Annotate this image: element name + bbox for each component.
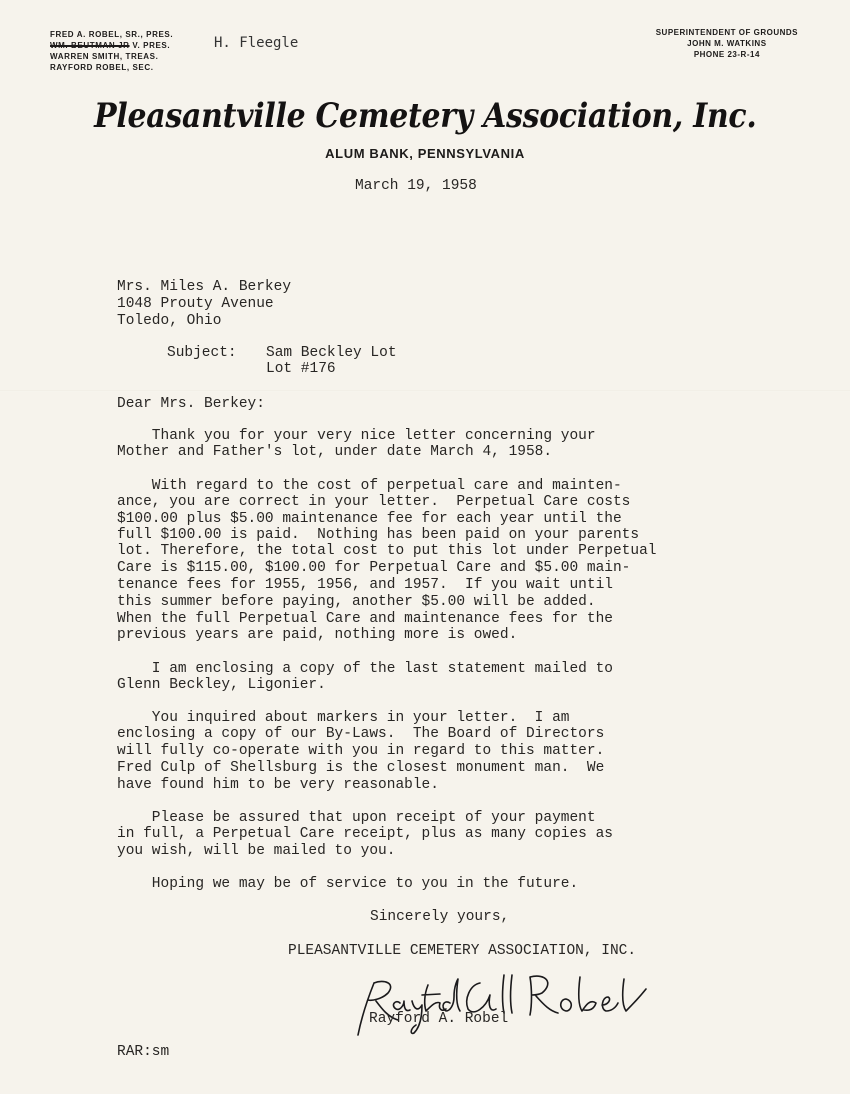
recipient-name: Mrs. Miles A. Berkey [117,279,292,295]
signer-name: Rayford A. Robel [369,1011,509,1027]
organization-name: Pleasantville Cemetery Association, Inc. [93,96,757,136]
paragraph-2-line-3: $100.00 plus $5.00 maintenance fee for each year until the [117,511,622,527]
subject-line-2: Lot #176 [266,361,336,377]
vice-president-title: V. PRES. [129,41,171,50]
officer-secretary: RAYFORD ROBEL, SEC. [50,63,154,72]
paragraph-5-line-3: you wish, will be mailed to you. [117,843,396,859]
officer-vice-president [50,40,173,51]
paragraph-4-line-2: enclosing a copy of our By-Laws. The Board of Directors [117,726,605,742]
struck-vice-president-name: WM. BEUTMAN JR [50,41,130,50]
paper-fold [0,390,850,392]
typist-initials: RAR:sm [117,1044,170,1060]
paragraph-1-line-2: Mother and Father's lot, under date March 4, 1958. [117,444,553,460]
paragraph-2-line-2: ance, you are correct in your letter. Perpetual Care costs [117,494,631,510]
letter-date: March 19, 1958 [355,178,477,194]
officer-treasurer: WARREN SMITH, TREAS. [50,52,159,61]
paragraph-2-line-1: With regard to the cost of perpetual care and mainten- [117,478,622,494]
salutation: Dear Mrs. Berkey: [117,396,265,412]
recipient-city: Toledo, Ohio [117,313,222,329]
officer-president: FRED A. ROBEL, SR., PRES. [50,30,174,39]
paragraph-5-line-2: in full, a Perpetual Care receipt, plus as many copies as [117,826,613,842]
paragraph-2-line-9: When the full Perpetual Care and maintenance fees for the [117,611,613,627]
paragraph-2-line-7: tenance fees for 1955, 1956, and 1957. If you wait until [117,577,613,593]
paragraph-3-line-2: Glenn Beckley, Ligonier. [117,677,326,693]
subject-line-1: Sam Beckley Lot [266,345,397,361]
paragraph-2-line-10: previous years are paid, nothing more is owed. [117,627,518,643]
recipient-street: 1048 Prouty Avenue [117,296,274,312]
paragraph-4-line-1: You inquired about markers in your letter. I am [117,710,570,726]
superintendent-name: JOHN M. WATKINS [687,39,767,48]
paragraph-4-line-3: will fully co-operate with you in regard to this matter. [117,743,605,759]
paragraph-5-line-1: Please be assured that upon receipt of your payment [117,810,596,826]
paragraph-4-line-5: have found him to be very reasonable. [117,777,439,793]
paragraph-4-line-4: Fred Culp of Shellsburg is the closest monument man. We [117,760,605,776]
superintendent-block [656,27,798,60]
closing: Sincerely yours, [370,909,510,925]
superintendent-phone: PHONE 23-R-14 [693,50,760,59]
closing-organization: PLEASANTVILLE CEMETERY ASSOCIATION, INC. [288,943,637,959]
subject-label: Subject: [167,345,237,361]
paragraph-1-line-1: Thank you for your very nice letter concerning your [117,428,596,444]
organization-location: ALUM BANK, PENNSYLVANIA [325,146,525,161]
paragraph-2-line-5: lot. Therefore, the total cost to put this lot under Perpetual [117,543,657,559]
paragraph-3-line-1: I am enclosing a copy of the last statement mailed to [117,661,613,677]
paragraph-2-line-8: this summer before paying, another $5.00 will be added. [117,594,596,610]
handwritten-signature [340,965,670,1040]
officers-list [50,29,173,73]
superintendent-title: SUPERINTENDENT OF GROUNDS [655,28,798,37]
paragraph-2-line-6: Care is $115.00, $100.00 for Perpetual Care and $5.00 main- [117,560,631,576]
typed-vice-president: H. Fleegle [214,35,299,51]
paragraph-6-line-1: Hoping we may be of service to you in the future. [117,876,579,892]
paragraph-2-line-4: full $100.00 is paid. Nothing has been paid on your parents [117,527,640,543]
organization-title [0,96,850,136]
